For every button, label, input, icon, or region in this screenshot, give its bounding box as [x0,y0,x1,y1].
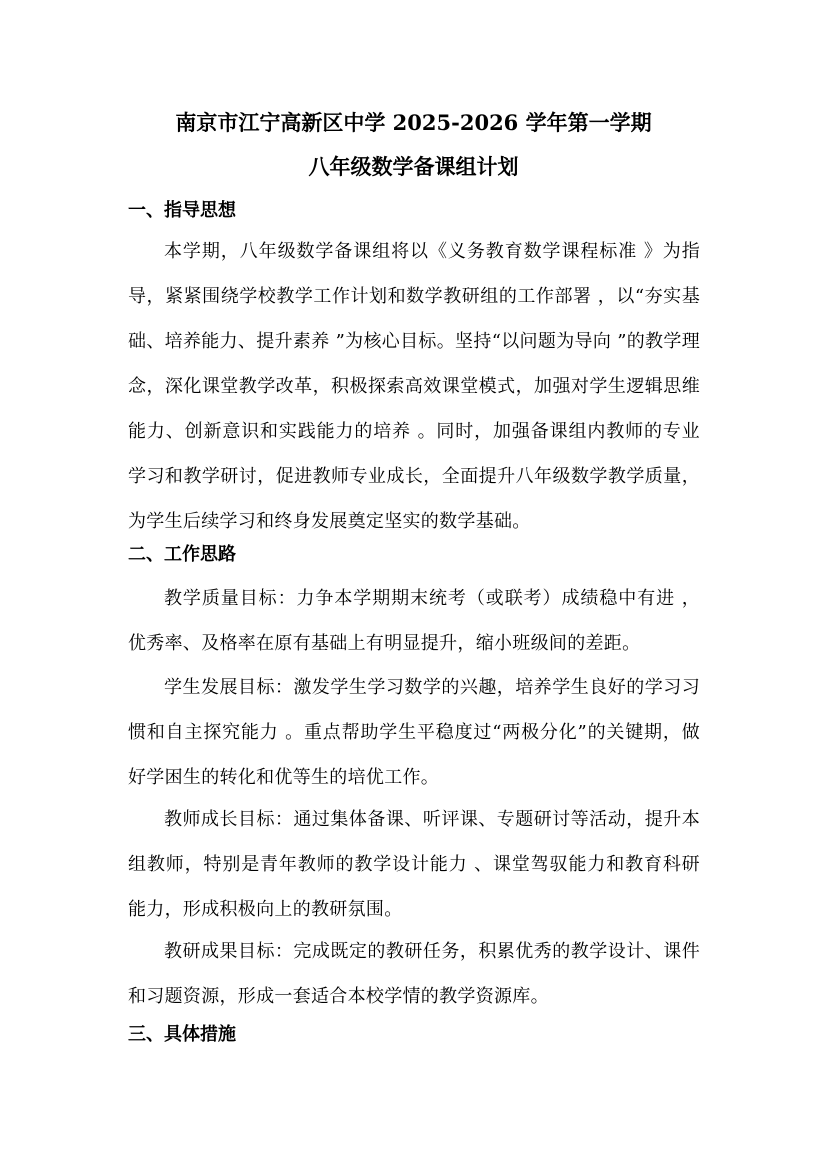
paragraph-guiding-ideology: 本学期，八年级数学备课组将以《义务教育数学课程标准 》为指导，紧紧围绕学校教学工作计划和数学教研组的工作部署 ，以“夯实基础、培养能力、提升素养 ”为核心目标。坚持“以问题为导向 ”的教学理念，深化课堂教学改革，积极探索高效课堂模式，加强对学生逻辑思维能力、创新意识和实践能力的培养 。同时，加强备课组内教师的专业学习和教学研讨，促进教师专业成长，全面提升八年级数学教学质量，为学生后续学习和终身发展奠定坚实的数学基础。 [128,241,700,532]
paragraph-research-outcome-goal: 教研成果目标：完成既定的教研任务，积累优秀的教学设计、课件和习题资源，形成一套适合本校学情的教学资源库。 [128,941,700,1007]
paragraph-student-development-goal: 学生发展目标：激发学生学习数学的兴趣，培养学生良好的学习习惯和自主探究能力 。重点帮助学生平稳度过“两极分化”的关键期，做好学困生的转化和优等生的培优工作。 [128,677,700,788]
document-title: 南京市江宁高新区中学 2025-2026 学年第一学期 [175,110,652,135]
paragraph-teacher-growth-goal: 教师成长目标：通过集体备课、听评课、专题研讨等活动，提升本组教师，特别是青年教师的教学设计能力 、课堂驾驭能力和教育科研能力，形成积极向上的教研氛围。 [128,809,700,920]
document-subtitle: 八年级数学备课组计划 [308,154,519,179]
section-heading-work-approach: 二、工作思路 [128,544,236,565]
section-heading-guiding-ideology: 一、指导思想 [128,200,236,221]
paragraph-teaching-quality-goal: 教学质量目标：力争本学期期末统考（或联考）成绩稳中有进 ，优秀率、及格率在原有基础上有明显提升，缩小班级间的差距。 [128,588,700,654]
section-heading-specific-measures: 三、具体措施 [128,1024,236,1045]
